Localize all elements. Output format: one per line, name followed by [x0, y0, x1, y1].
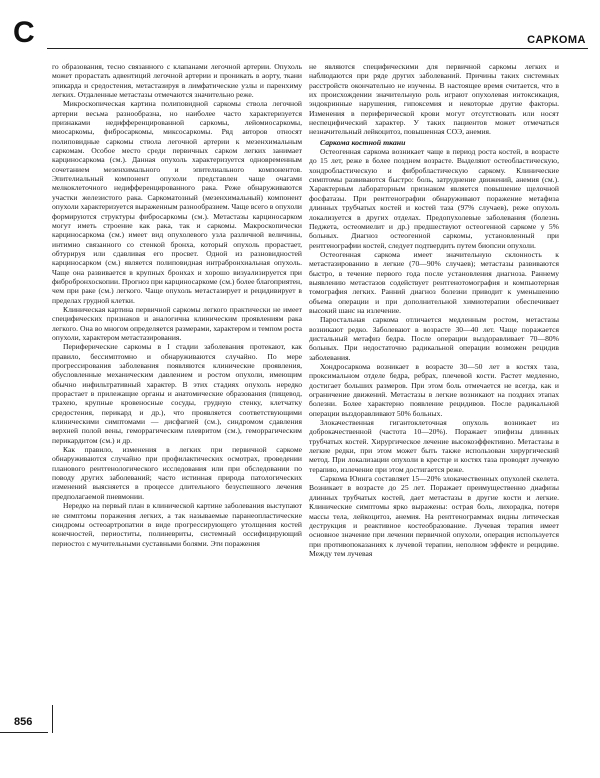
paragraph: Хондросаркома возникает в возрасте 30—50 лет в костях таза, проксимальном отделе бедра, ребрах, плечевой кости. Растет медленно, достигает больших размеров. При этом боль отмечается не всегда, как и ограничение движений. Метастазы в легкие возникают на поздних этапах болезни. Более характерно появление рецидивов. После радикальной операции выздоравливают 50% больных. [309, 362, 559, 418]
paragraph: Паростальная саркома отличается медленным ростом, метастазы возникают редко. Заболевают в возрасте 30—40 лет. Чаще поражается дистальный метафиз бедра. После операции выздоравливает 70—80% больных. При недостаточно радикальной операции возможен рецидив заболевания. [309, 315, 559, 362]
paragraph: Саркома Юинга составляет 15—20% злокачественных опухолей скелета. Возникает в возрасте до 25 лет. Поражает преимущественно диафизы длинных трубчатых костей, дает метастазы в другие кости и легкие. Клинические симптомы ярко выражены: острая боль, лихорадка, потеря массы тела, лейкоцитоз, анемия. На рентгенограммах видны литическая деструкция и реактивное костеобразование. Лучевая терапия имеет основное значение при лечении первичной опухоли, операция используется при противопоказаниях к лучевой терапии, неполном эффекте и рецидиве. Между тем лучевая [309, 474, 559, 558]
folio-rule [0, 732, 48, 733]
paragraph: Микроскопическая картина полиповидной саркомы ствола легочной артерии весьма разнообразна, но наиболее часто характеризуется признаками недифференцированной саркомы, лейомиосаркомы, миосаркомы, фибросаркомы, миксосаркомы. Ряд авторов относят полиповидные саркомы ствола легочной артерии к мезенхимальным саркомам. Особое место среди первичных сарком легких занимает карциносаркома (см.). Данная опухоль характеризуется одновременным сочетанием мезенхимального и эпителиального компонентов. Эпителиальный компонент опухоли представлен чаще очагами мелкоклеточного недифференцированного рака. Реже обнаруживаются участки железистого рака. Саркоматозный (мезенхимальный) компонент опухоли характеризуется выраженным разнообразием. Чаще всего в опухоли формируются структуры фибросаркомы (см.). Метастазы карциносарком могут иметь строение как рака, так и саркомы. Макроскопически карциносаркома (см.) имеет вид опухолевого узла различной величины, интимно связанного со стенкой бронха, который опухоль прорастает, обтурируя или сдавливая его просвет. Одной из разновидностей карциносарком (см.) является полиповидная интрабронхиальная опухоль. Чаще она развивается в крупных бронхах и хорошо визуализируется при фибробронхоскопии. Прогноз при карциносаркоме (см.) более благоприятен, чем при раке (см.) легкого. Чаще опухоль метастазирует и рецидивирует в пределах грудной клетки. [52, 99, 302, 305]
right-column [309, 62, 559, 558]
paragraph-continued: не являются специфическими для первичной саркомы легких и наблюдаются при ряде других заболеваний. Причины таких системных расстройств окончательно не изучены. В настоящее время считается, что в их происхождении значительную роль играют опухолевая интоксикация, эндокринные нарушения, гипоксемия и некоторые другие факторы. Изменения в периферической крови могут отсутствовать или носят неспецифический характер. У таких пациентов может отмечаться незначительный лейкоцитоз, повышенная СОЭ, анемия. [309, 62, 559, 137]
paragraph: Остеогенная саркома имеет значительную склонность к метастазированию в легкие (70—90% случаев); метастазы развиваются быстро, в течение первого года после установления диагноза. Раннему выявлению метастазов содействует рентгенотомография и компьютерная томография легких. Ранний диагноз болезни приводит к уменьшению объема операции и при дополнительной химиотерапии обеспечивает высокий шанс на излечение. [309, 249, 559, 315]
paragraph: Как правило, изменения в легких при первичной саркоме обнаруживаются случайно при профилактических осмотрах, проведении планового рентгенологического исследования или при обследовании по поводу других заболеваний; часто истинная природа патологических изменений выясняется в процессе длительного безуспешного лечения предполагаемой пневмонии. [52, 445, 302, 501]
running-title: САРКОМА [527, 34, 586, 46]
chapter-letter: С [13, 16, 35, 49]
paragraph: Клиническая картина первичной саркомы легкого практически не имеет специфических признаков и аналогична клиническим проявлениям рака легкого. Она во многом определяется размерами, характером и темпом роста опухоли, характером метастазирования. [52, 304, 302, 342]
header-rule [47, 48, 588, 49]
paragraph-continued: го образования, тесно связанного с клапанами легочной артерии. Опухоль может прорастать адвентиций легочной артерии и проникать в аорту, ткани эпикарда и средостения, метастазируя в лимфатические узлы и паренхиму легких. Отдаленные метастазы отмечаются значительно реже. [52, 62, 302, 100]
paragraph: Злокачественная гигантоклеточная опухоль возникает из доброкачественной (частота 10—20%). Поражает эпифизы длинных трубчатых костей. Хирургическое лечение высокоэффективно. Метастазы в легкие редки, при этом может быть также использован хирургический метод. При локализации опухоли в крестце и костях таза проводят лучевую терапию, излечение при этом достигается реже. [309, 418, 559, 474]
folio-bar [52, 705, 53, 733]
page-number: 856 [14, 716, 33, 728]
left-column [52, 62, 302, 548]
paragraph: Нередко на первый план в клинической картине заболевания выступают не симптомы поражения легких, а так называемые паранеопластические синдромы остеоартропатии в виде прогрессирующего утолщения костей конечностей, периоститы, полиневриты, системный оссифицирующий периостоз с мучительными суставными болями. Эти поражения [52, 501, 302, 548]
paragraph: Остеогенная саркома возникает чаще в период роста костей, в возрасте до 15 лет, реже в более позднем возрасте. Выделяют остеобластическую, хондробластическую и фибробластическую саркому. Клинические симптомы развиваются быстро: боль, затруднение движений, анемия (см.). Характерным лабораторным признаком является повышение щелочной фосфатазы. При рентгенографии обнаруживают поражение метафиза длинных трубчатых костей и костей таза (97% случаев), реже опухоль локализуется в других отделах. Предопухолевые заболевания (болезнь Педжета, остеомиелит и др.) предшествуют остеогенной саркоме у 5% больных. Диагноз остеогенной саркомы, установленный при рентгенографии костей, следует подтвердить путем биопсии опухоли. [309, 147, 559, 250]
paragraph: Периферические саркомы в I стадии заболевания протекают, как правило, бессимптомно и обнаруживаются случайно. По мере прогрессирования заболевания появляются клинические проявления, обусловленные механическим давлением и ростом опухоли, имеющим обычно инфильтративный характер. В этих стадиях опухоль нередко прорастает в прилежащие органы и анатомические образования (пищевод, трахею, крупные кровеносные сосуды, грудную стенку, клетчатку средостения, перикард и др.), что проявляется соответствующими клиническими симптомами — дисфагией (см.), синдромом сдавления верхней полой вены, геморрагическим плевритом (см.), геморрагическим перикардитом (см.) и др. [52, 342, 302, 445]
section-heading: Саркома костной ткани [320, 137, 406, 147]
